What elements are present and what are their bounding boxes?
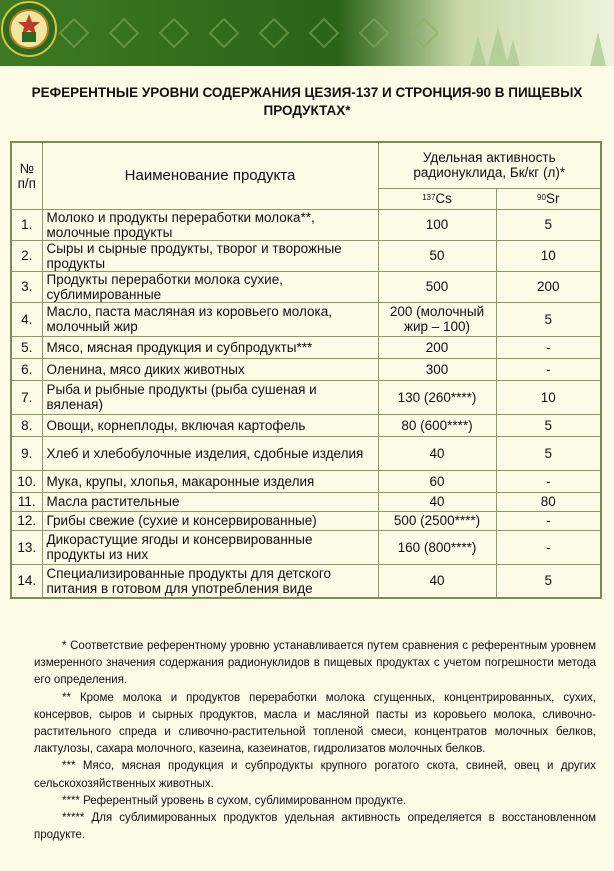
sr-value: 5 <box>496 564 601 598</box>
product-name: Овощи, корнеплоды, включая картофель <box>42 414 378 436</box>
product-name: Продукты переработки молока сухие, сублимированные <box>42 271 378 302</box>
reference-levels-table <box>10 141 602 599</box>
sr-value: 5 <box>496 414 601 436</box>
row-number: 9. <box>11 436 42 470</box>
cs-symbol: Cs <box>435 191 452 206</box>
sr-symbol: Sr <box>545 191 560 206</box>
cs-value: 80 (600****) <box>378 414 496 436</box>
product-name: Мука, крупы, хлопья, макаронные изделия <box>42 470 378 492</box>
row-number: 2. <box>11 240 42 271</box>
row-number: 11. <box>11 492 42 511</box>
cs-value: 40 <box>378 492 496 511</box>
footnotes <box>34 638 596 844</box>
row-number: 7. <box>11 380 42 414</box>
sr-value: 5 <box>496 436 601 470</box>
row-number: 12. <box>11 511 42 530</box>
emblem-icon <box>0 0 58 58</box>
product-name: Рыба и рыбные продукты (рыба сушеная и вяленая) <box>42 380 378 414</box>
sr-value: - <box>496 358 601 380</box>
row-number: 6. <box>11 358 42 380</box>
cs-value: 200 (молочный жир – 100) <box>378 302 496 336</box>
sr-value: - <box>496 530 601 564</box>
table-row <box>11 530 601 564</box>
row-number: 3. <box>11 271 42 302</box>
product-name: Специализированные продукты для детского питания в готовом для употребления виде <box>42 564 378 598</box>
sr-value: 10 <box>496 380 601 414</box>
sr-value: 5 <box>496 302 601 336</box>
col-header-cs <box>378 188 496 209</box>
table-header-row <box>11 142 601 188</box>
sr-value: - <box>496 511 601 530</box>
cs-value: 300 <box>378 358 496 380</box>
footnote-5: ***** Для сублимированных продуктов удельная активность определяется в восстановленном продукте. <box>34 812 596 842</box>
row-number: 4. <box>11 302 42 336</box>
row-number: 8. <box>11 414 42 436</box>
product-name: Сыры и сырные продукты, творог и творожные продукты <box>42 240 378 271</box>
product-name: Грибы свежие (сухие и консервированные) <box>42 511 378 530</box>
table-row <box>11 240 601 271</box>
product-name: Мясо, мясная продукция и субпродукты*** <box>42 336 378 358</box>
cs-value: 60 <box>378 470 496 492</box>
table-row <box>11 302 601 336</box>
sr-value: - <box>496 336 601 358</box>
sr-mass-number: 90 <box>537 193 546 202</box>
col-header-product: Наименование продукта <box>42 142 378 209</box>
table-row <box>11 511 601 530</box>
cs-value: 130 (260****) <box>378 380 496 414</box>
product-name: Хлеб и хлебобулочные изделия, сдобные изделия <box>42 436 378 470</box>
cs-value: 40 <box>378 436 496 470</box>
table-row <box>11 564 601 598</box>
sr-value: - <box>496 470 601 492</box>
table-row <box>11 209 601 240</box>
table-row <box>11 380 601 414</box>
cs-value: 200 <box>378 336 496 358</box>
ornament-pattern <box>0 0 614 66</box>
product-name: Молоко и продукты переработки молока**, молочные продукты <box>42 209 378 240</box>
product-name: Оленина, мясо диких животных <box>42 358 378 380</box>
cs-value: 160 (800****) <box>378 530 496 564</box>
table-row <box>11 271 601 302</box>
row-number: 13. <box>11 530 42 564</box>
table-row <box>11 358 601 380</box>
col-header-number: № п/п <box>11 142 42 209</box>
cs-value: 100 <box>378 209 496 240</box>
sr-value: 5 <box>496 209 601 240</box>
col-header-activity: Удельная активность радионуклида, Бк/кг (л)* <box>378 142 601 188</box>
sr-value: 200 <box>496 271 601 302</box>
footnote-1: * Соответствие референтному уровню устанавливается путем сравнения с референтным уровнем измеренного значения содержания радионуклидов в пищевых продуктах с учетом погрешности метода его определения. <box>34 640 596 687</box>
cs-value: 40 <box>378 564 496 598</box>
sr-value: 10 <box>496 240 601 271</box>
footnote-2: ** Кроме молока и продуктов переработки молока сгущенных, концентрированных, сухих, консервов, сыров и сырных продуктов, масла и масляной пасты из коровьего молока, сливочно-растительного спреда и сливочно-растительной топленой смеси, концентратов молочных белков, лактулозы, сахара молочного, казеина, казеинатов, гидролизатов молочных белков. <box>34 691 596 756</box>
row-number: 14. <box>11 564 42 598</box>
cs-mass-number: 137 <box>422 193 436 202</box>
table-row <box>11 414 601 436</box>
footnote-4: **** Референтный уровень в сухом, сублимированном продукте. <box>62 794 407 807</box>
header-banner <box>0 0 614 66</box>
col-header-sr <box>496 188 601 209</box>
table-row <box>11 492 601 511</box>
cs-value: 50 <box>378 240 496 271</box>
product-name: Масла растительные <box>42 492 378 511</box>
row-number: 5. <box>11 336 42 358</box>
footnote-3: *** Мясо, мясная продукция и субпродукты крупного рогатого скота, свиней, овец и других сельскохозяйственных животных. <box>34 760 596 790</box>
table-row <box>11 336 601 358</box>
product-name: Дикорастущие ягоды и консервированные продукты из них <box>42 530 378 564</box>
cs-value: 500 <box>378 271 496 302</box>
sr-value: 80 <box>496 492 601 511</box>
row-number: 10. <box>11 470 42 492</box>
table-row <box>11 470 601 492</box>
row-number: 1. <box>11 209 42 240</box>
product-name: Масло, паста масляная из коровьего молока, молочный жир <box>42 302 378 336</box>
cs-value: 500 (2500****) <box>378 511 496 530</box>
table-row <box>11 436 601 470</box>
page-title: РЕФЕРЕНТНЫЕ УРОВНИ СОДЕРЖАНИЯ ЦЕЗИЯ-137 И СТРОНЦИЯ-90 В ПИЩЕВЫХ ПРОДУКТАХ* <box>31 85 583 118</box>
